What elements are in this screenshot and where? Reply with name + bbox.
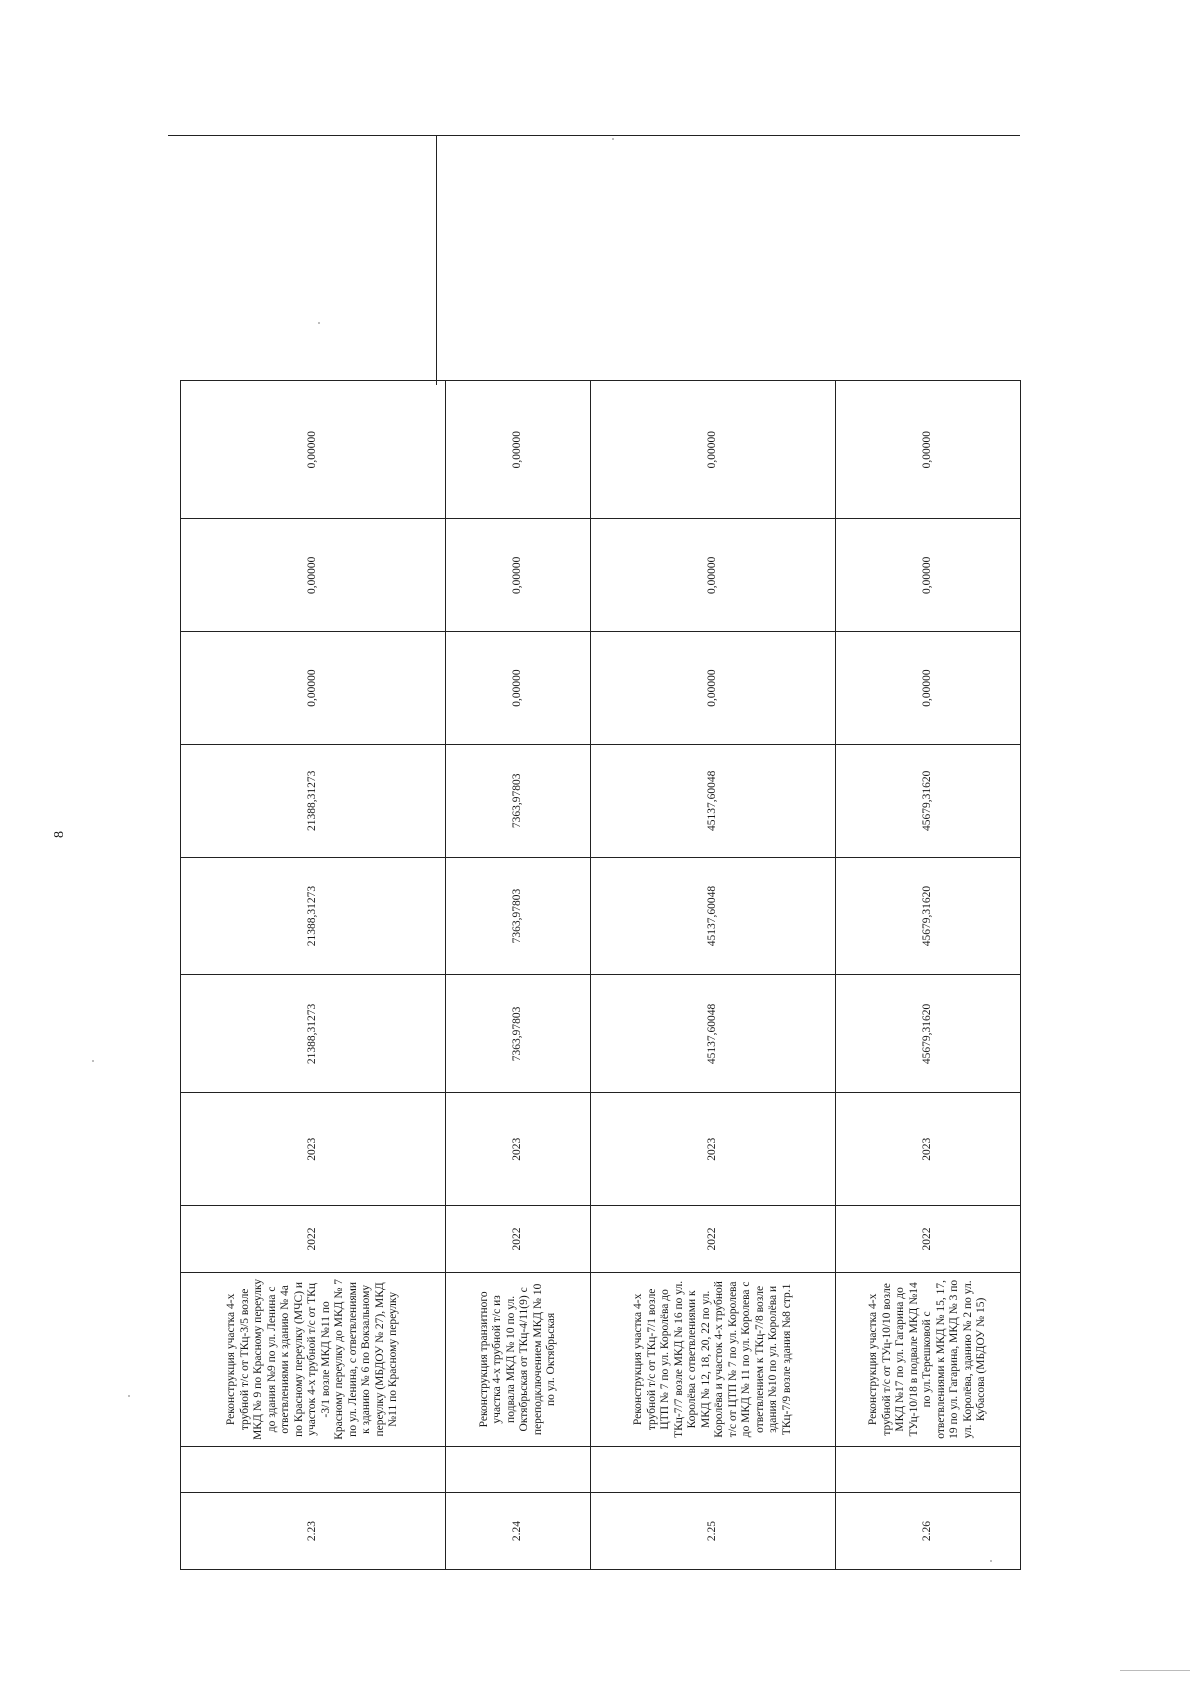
- top-rule: [168, 135, 1020, 136]
- cost-value-3: 21388,31273: [181, 744, 446, 857]
- row-number: 2.23: [181, 1493, 446, 1570]
- table-row: [446, 381, 591, 1570]
- scan-speck: [990, 1560, 992, 1562]
- empty-cell: [591, 1447, 836, 1493]
- project-description: Реконструкция участка 4-х трубной т/с от ТКц-3/5 возле МКД № 9 по Красному переулку до здания №9 по ул. Ленина с ответвлениями к зданию № 4а по Красному переулку (МЧС) и участок 4-х трубной т/с от ТКц -3/1 возле МКД №11 по Красному переулку до МКД № 7 по ул. Ленина, с ответвлениями к зданию № 6 по Вокзальному переулку (МБДОУ № 27), МКД №11 по Красному переулку: [181, 1272, 446, 1446]
- cost-value-6: 0,00000: [446, 381, 591, 519]
- table-row: [181, 381, 446, 1570]
- end-year: 2023: [836, 1093, 1021, 1206]
- cost-value-4: 0,00000: [446, 632, 591, 745]
- scan-mark: [1120, 1670, 1190, 1671]
- start-year: 2022: [591, 1206, 836, 1273]
- project-description: Реконструкция участка 4-х трубной т/с от ТКц-7/1 возле ЦТП № 7 по ул. Королёва до ТКц-7/7 возле МКД № 16 по ул. Королёва с ответвлениями к МКД № 12, 18, 20, 22 по ул. Королёва и участок 4-х трубной т/с от ЦТП № 7 по ул. Королева до МКД № 11 по ул. Королева с ответвлением к ТКц-7/8 возле здания №10 по ул. Королёва и ТКц-7/9 возле здания №8 стр.1: [591, 1272, 836, 1446]
- total-cost: 7363,97803: [446, 975, 591, 1093]
- end-year: 2023: [181, 1093, 446, 1206]
- project-description: Реконструкция транзитного участка 4-х трубной т/с из подвала МКД № 10 по ул. Октябрьская от ТКц-4/11(9) с переподключением МКД № 10 по ул. Октябрьская: [446, 1272, 591, 1446]
- rotated-table-wrapper: [180, 380, 1020, 1570]
- cost-value-6: 0,00000: [591, 381, 836, 519]
- scan-speck: [128, 1395, 130, 1397]
- end-year: 2023: [446, 1093, 591, 1206]
- cost-value-5: 0,00000: [181, 519, 446, 632]
- cost-value-3: 45679,31620: [836, 744, 1021, 857]
- table-row: [591, 381, 836, 1570]
- scan-speck: [612, 138, 614, 140]
- end-year: 2023: [591, 1093, 836, 1206]
- project-description: Реконструкция участка 4-х трубной т/с от ТУц-10/10 возле МКД №17 по ул. Гагарина до ТУц-10/18 в подвале МКД №14 по ул.Терешковой с ответвлениями к МКД № 15, 17, 19 по ул. Гагарина, МКД № 3 по ул. Королёва, зданию № 2 по ул. Кубасова (МБДОУ № 15): [836, 1272, 1021, 1446]
- cost-value-5: 0,00000: [836, 519, 1021, 632]
- cost-value-5: 0,00000: [446, 519, 591, 632]
- total-cost: 21388,31273: [181, 975, 446, 1093]
- cost-value-5: 0,00000: [591, 519, 836, 632]
- investment-table: [180, 380, 1021, 1570]
- row-number: 2.26: [836, 1493, 1021, 1570]
- cost-value-4: 0,00000: [591, 632, 836, 745]
- scan-speck: [92, 1060, 94, 1062]
- cost-value-2: 21388,31273: [181, 857, 446, 975]
- cost-value-3: 7363,97803: [446, 744, 591, 857]
- empty-cell: [181, 1447, 446, 1493]
- cost-value-4: 0,00000: [836, 632, 1021, 745]
- page-number: 8: [52, 831, 67, 838]
- start-year: 2022: [181, 1206, 446, 1273]
- start-year: 2022: [446, 1206, 591, 1273]
- start-year: 2022: [836, 1206, 1021, 1273]
- empty-cell: [446, 1447, 591, 1493]
- cost-value-3: 45137,60048: [591, 744, 836, 857]
- cost-value-2: 45679,31620: [836, 857, 1021, 975]
- cost-value-4: 0,00000: [181, 632, 446, 745]
- empty-cell: [836, 1447, 1021, 1493]
- cost-value-6: 0,00000: [836, 381, 1021, 519]
- cost-value-2: 45137,60048: [591, 857, 836, 975]
- row-number: 2.24: [446, 1493, 591, 1570]
- scan-speck: [318, 322, 320, 324]
- total-cost: 45137,60048: [591, 975, 836, 1093]
- cost-value-2: 7363,97803: [446, 857, 591, 975]
- cost-value-6: 0,00000: [181, 381, 446, 519]
- table-row: [836, 381, 1021, 1570]
- top-divider: [436, 135, 437, 385]
- row-number: 2.25: [591, 1493, 836, 1570]
- total-cost: 45679,31620: [836, 975, 1021, 1093]
